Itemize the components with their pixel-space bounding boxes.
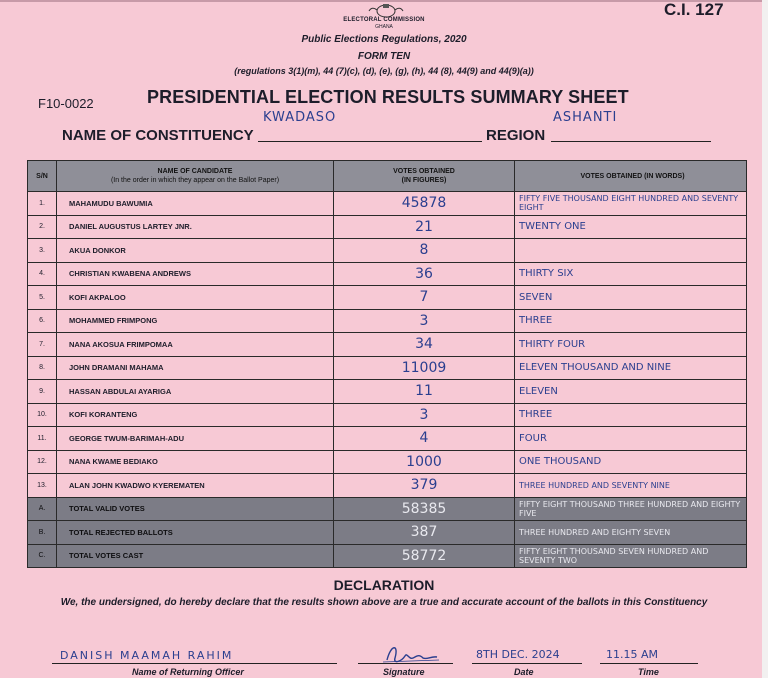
votes-words: ELEVEN xyxy=(515,380,747,404)
votes-words: SEVEN xyxy=(515,286,747,310)
votes-words: ELEVEN THOUSAND AND NINE xyxy=(515,356,747,380)
constituency-underline xyxy=(258,141,482,142)
regulations-reference: (regulations 3(1)(m), 44 (7)(c), (d), (e), (g), (h), 44 (8), 44(9) and 44(9)(a)) xyxy=(234,66,534,76)
row-sn: 12. xyxy=(28,450,57,474)
candidate-name: ALAN JOHN KWADWO KYEREMATEN xyxy=(57,474,334,498)
votes-figures: 1000 xyxy=(334,450,515,474)
votes-words: THREE xyxy=(515,309,747,333)
row-sn: 4. xyxy=(28,262,57,286)
table-row xyxy=(28,427,747,451)
regulations-title: Public Elections Regulations, 2020 xyxy=(301,34,467,45)
signature-line xyxy=(358,663,453,664)
declaration-title: DECLARATION xyxy=(333,577,435,593)
row-sn: 3. xyxy=(28,239,57,263)
results-table xyxy=(27,160,747,568)
time-line xyxy=(600,663,698,664)
totals-row xyxy=(28,544,747,568)
votes-words: THREE xyxy=(515,403,747,427)
sheet-title: PRESIDENTIAL ELECTION RESULTS SUMMARY SHEET xyxy=(147,87,629,107)
candidate-name: KOFI AKPALOO xyxy=(57,286,334,310)
date-label: Date xyxy=(514,667,534,677)
votes-words: FIFTY FIVE THOUSAND EIGHT HUNDRED AND SEVENTY EIGHT xyxy=(515,192,747,216)
votes-figures: 387 xyxy=(334,521,515,545)
row-sn: B. xyxy=(28,521,57,545)
candidate-name: TOTAL VOTES CAST xyxy=(57,544,334,568)
constituency-label: NAME OF CONSTITUENCY xyxy=(62,127,254,144)
row-sn: 7. xyxy=(28,333,57,357)
ci-number: C.I. 127 xyxy=(664,0,724,19)
region-label: REGION xyxy=(486,127,546,144)
votes-words: THIRTY SIX xyxy=(515,262,747,286)
declaration-text: We, the undersigned, do hereby declare that the results shown above are a true and accurate account of the ballots in this Constituency xyxy=(60,597,708,608)
table-row xyxy=(28,262,747,286)
votes-words: THREE HUNDRED AND EIGHTY SEVEN xyxy=(515,521,747,545)
header-sn: S/N xyxy=(28,161,57,192)
votes-figures: 3 xyxy=(334,309,515,333)
form-code: F10-0022 xyxy=(38,96,94,111)
votes-figures: 4 xyxy=(334,427,515,451)
header-figures-label: VOTES OBTAINED xyxy=(393,168,455,175)
votes-words: FOUR xyxy=(515,427,747,451)
constituency-value: KWADASO xyxy=(263,110,337,125)
row-sn: 11. xyxy=(28,427,57,451)
row-sn: 2. xyxy=(28,215,57,239)
candidate-name: JOHN DRAMANI MAHAMA xyxy=(57,356,334,380)
table-row xyxy=(28,450,747,474)
officer-name-line xyxy=(52,663,337,664)
commission-name: ELECTORAL COMMISSION xyxy=(343,17,425,23)
votes-words xyxy=(515,239,747,263)
time-label: Time xyxy=(638,667,659,677)
row-sn: 13. xyxy=(28,474,57,498)
region-underline xyxy=(551,141,711,142)
commission-country: GHANA xyxy=(375,24,393,30)
row-sn: A. xyxy=(28,497,57,521)
votes-figures: 11 xyxy=(334,380,515,404)
time-value: 11.15 AM xyxy=(606,648,659,661)
candidate-name: HASSAN ABDULAI AYARIGA xyxy=(57,380,334,404)
votes-figures: 7 xyxy=(334,286,515,310)
header-candidate-label: NAME OF CANDIDATE xyxy=(157,168,233,175)
header-candidate-sub: (In the order in which they appear on the Ballot Paper) xyxy=(110,177,280,184)
table-row xyxy=(28,403,747,427)
votes-figures: 379 xyxy=(334,474,515,498)
header-figures xyxy=(334,161,515,192)
scan-right-edge xyxy=(762,0,768,678)
votes-words: THREE HUNDRED AND SEVENTY NINE xyxy=(515,474,747,498)
votes-words: THIRTY FOUR xyxy=(515,333,747,357)
candidate-name: KOFI KORANTENG xyxy=(57,403,334,427)
region-value: ASHANTI xyxy=(553,110,618,125)
votes-figures: 58385 xyxy=(334,497,515,521)
coat-of-arms-icon xyxy=(366,2,406,18)
table-row xyxy=(28,192,747,216)
candidate-name: DANIEL AUGUSTUS LARTEY JNR. xyxy=(57,215,334,239)
signature-label: Signature xyxy=(383,667,425,677)
votes-words: FIFTY EIGHT THOUSAND SEVEN HUNDRED AND SEVENTY TWO xyxy=(515,544,747,568)
returning-officer-name: DANISH MAAMAH RAHIM xyxy=(60,649,234,662)
votes-figures: 11009 xyxy=(334,356,515,380)
totals-row xyxy=(28,521,747,545)
candidate-name: MOHAMMED FRIMPONG xyxy=(57,309,334,333)
votes-words: FIFTY EIGHT THOUSAND THREE HUNDRED AND EIGHTY FIVE xyxy=(515,497,747,521)
date-line xyxy=(472,663,582,664)
table-row xyxy=(28,356,747,380)
row-sn: 9. xyxy=(28,380,57,404)
votes-figures: 58772 xyxy=(334,544,515,568)
candidate-name: TOTAL REJECTED BALLOTS xyxy=(57,521,334,545)
header-figures-sub: (IN FIGURES) xyxy=(401,177,447,184)
header-candidate xyxy=(57,161,334,192)
votes-words: TWENTY ONE xyxy=(515,215,747,239)
row-sn: C. xyxy=(28,544,57,568)
row-sn: 8. xyxy=(28,356,57,380)
votes-words: ONE THOUSAND xyxy=(515,450,747,474)
table-header-row xyxy=(28,161,747,192)
table-row xyxy=(28,474,747,498)
table-row xyxy=(28,309,747,333)
officer-name-label: Name of Returning Officer xyxy=(132,667,244,677)
form-number: FORM TEN xyxy=(357,51,411,62)
candidate-rows xyxy=(28,192,747,568)
candidate-name: CHRISTIAN KWABENA ANDREWS xyxy=(57,262,334,286)
header-words: VOTES OBTAINED (IN WORDS) xyxy=(515,161,747,192)
table-row xyxy=(28,286,747,310)
votes-figures: 36 xyxy=(334,262,515,286)
candidate-name: TOTAL VALID VOTES xyxy=(57,497,334,521)
date-value: 8TH DEC. 2024 xyxy=(476,648,560,661)
candidate-name: GEORGE TWUM-BARIMAH-ADU xyxy=(57,427,334,451)
candidate-name: NANA KWAME BEDIAKO xyxy=(57,450,334,474)
votes-figures: 21 xyxy=(334,215,515,239)
table-row xyxy=(28,239,747,263)
table-row xyxy=(28,215,747,239)
table-row xyxy=(28,380,747,404)
row-sn: 6. xyxy=(28,309,57,333)
row-sn: 1. xyxy=(28,192,57,216)
votes-figures: 34 xyxy=(334,333,515,357)
table-row xyxy=(28,333,747,357)
candidate-name: AKUA DONKOR xyxy=(57,239,334,263)
votes-figures: 8 xyxy=(334,239,515,263)
votes-figures: 3 xyxy=(334,403,515,427)
row-sn: 10. xyxy=(28,403,57,427)
row-sn: 5. xyxy=(28,286,57,310)
votes-figures: 45878 xyxy=(334,192,515,216)
totals-row xyxy=(28,497,747,521)
candidate-name: MAHAMUDU BAWUMIA xyxy=(57,192,334,216)
candidate-name: NANA AKOSUA FRIMPOMAA xyxy=(57,333,334,357)
